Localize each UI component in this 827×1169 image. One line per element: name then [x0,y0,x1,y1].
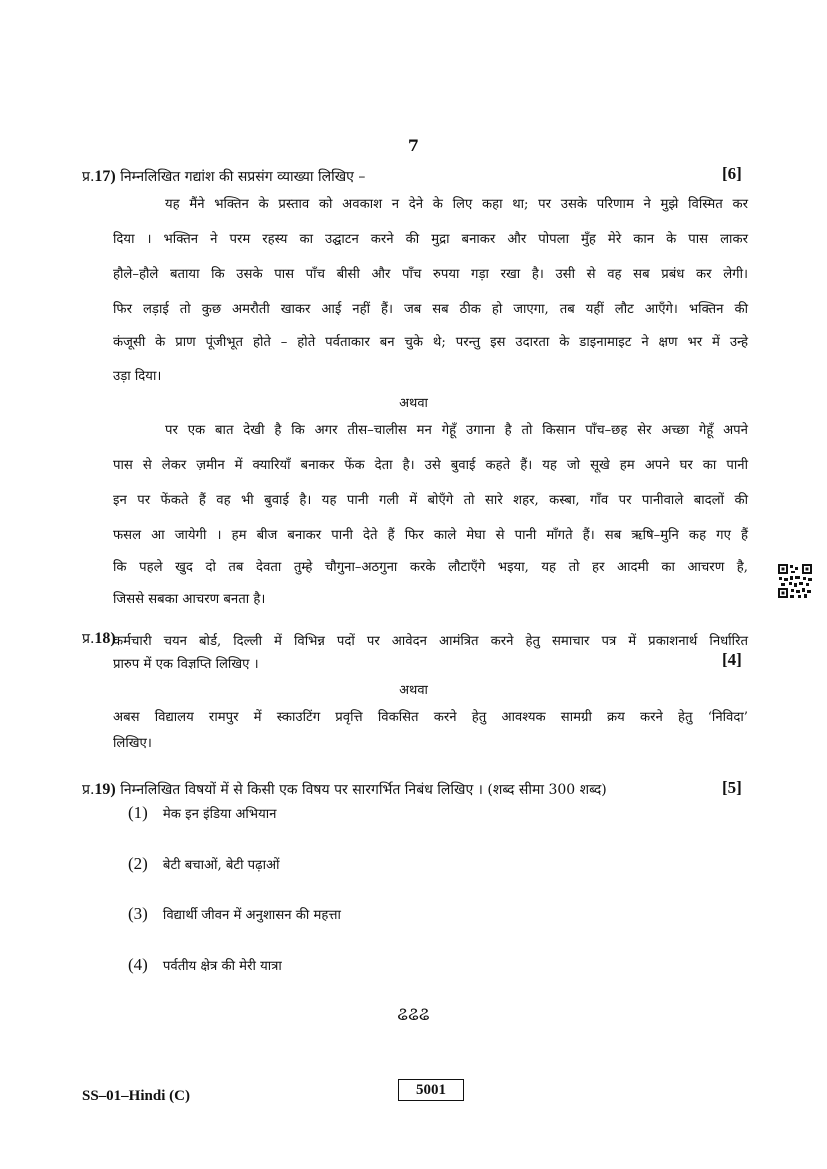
q17-or-label: अथवा [399,396,428,411]
q17-alt-passage-line: कि पहले खुद दो तब देवता तुम्हे चौगुना–अठगुना करके लौटाएँगे भइया, यह तो हर आदमी का आचरण है, [113,560,748,575]
q17-passage-line: उड़ा दिया। [113,369,162,384]
q17-alt-passage-line: पास से लेकर ज़मीन में क्यारियाँ बनाकर फेंक देता है। उसे बुवाई कहते हैं। यह जो सूखे हम अपने घर का पानी [113,458,748,473]
q18-marks: [4] [722,650,742,669]
q19-prefix: प्र. [82,782,95,798]
paper-code-box: 5001 [398,1079,464,1101]
q19-option-text: पर्वतीय क्षेत्र की मेरी यात्रा [162,959,282,974]
q18-prefix: प्र. [82,631,95,647]
q19-prompt: निम्नलिखित विषयों में से किसी एक विषय पर सारगर्भित निबंध लिखिए । (शब्द सीमा 300 शब्द) [120,782,607,798]
q17-header [82,167,365,186]
page-number: 7 [407,136,420,155]
q17-alt-passage-line: पर एक बात देखी है कि अगर तीस–चालीस मन गेहूँ उगाना है तो किसान पाँच–छह सेर अच्छा गेहूँ अपने [165,423,748,438]
q18-alt-line: लिखिए। [113,736,152,751]
q19-option-text: विद्यार्थी जीवन में अनुशासन की महत्ता [162,908,341,923]
q17-prompt: निम्नलिखित गद्यांश की सप्रसंग व्याख्या लिखिए – [120,169,366,185]
q17-passage-line: हौले–हौले बताया कि उसके पास पाँच बीसी और पाँच रुपया गड़ा रखा है। उसी से वह सब प्रबंध कर लेगी। [113,267,748,282]
q17-passage-line: फिर लड़ाई तो कुछ अमरौती खाकर आई नहीं हैं। जब सब ठीक हो जाएगा, तब यहीं लौट आएँगे। भक्तिन की [113,302,748,317]
q17-alt-passage-line: फसल आ जायेगी । हम बीज बनाकर पानी देते हैं फिर काले मेघा से पानी माँगते हैं। सब ऋषि–मुनि कह गए हैं [113,528,748,543]
q18-number: 18) [94,630,116,647]
q17-marks: [6] [722,164,742,183]
q19-header [82,780,607,799]
q17-passage-line: दिया । भक्तिन ने परम रहस्य का उद्घाटन करने की मुद्रा बनाकर और पोपला मुँह मेरे कान के पास लाकर [113,232,748,247]
q19-marks: [5] [722,778,742,797]
qr-code-icon [777,563,813,599]
q19-option-number: (1) [128,803,148,822]
end-ornament: ଌଌଌ [397,1004,430,1025]
q19-option [128,904,341,924]
q18-alt-line: अबस विद्यालय रामपुर में स्काउटिंग प्रवृत्ति विकसित करने हेतु आवश्यक सामग्री क्रय करने हेतु ‘निविदा’ [113,710,748,725]
q17-passage-line: कंजूसी के प्राण पूंजीभूत होते – होते पर्वताकार बन चुके थे; परन्तु इस उदारता के डाइनामाइट ने क्षण भर में उन्हे [113,335,748,350]
q19-option [128,854,279,874]
q19-option-text: मेक इन इंडिया अभियान [162,807,277,822]
q19-option [128,955,282,975]
q17-passage-line: यह मैंने भक्तिन के प्रस्ताव को अवकाश न देने के लिए कहा था; पर उसके परिणाम ने मुझे विस्मित कर [165,197,748,212]
q18-header [82,629,116,648]
q19-option-text: बेटी बचाओं, बेटी पढ़ाओं [162,858,280,873]
q19-option-number: (4) [128,955,148,974]
q18-line: प्रारुप में एक विज्ञप्ति लिखिए । [113,657,259,672]
q18-line: कर्मचारी चयन बोर्ड, दिल्ली में विभिन्न पदों पर आवेदन आमंत्रित करने हेतु समाचार पत्र में प्रकाशनार्थ निर्धारित [113,634,748,649]
q19-option [128,803,276,823]
q17-number: 17) [94,168,116,185]
q19-option-number: (2) [128,854,148,873]
q17-alt-passage-line: इन पर फेंकते हैं वह भी बुवाई है। यह पानी गली में बोएँगे तो सारे शहर, कस्बा, गाँव पर पानीवाले बादलों की [113,493,748,508]
q17-prefix: प्र. [82,169,95,185]
q19-option-number: (3) [128,904,148,923]
footer-code: SS–01–Hindi (C) [82,1088,190,1104]
q17-alt-passage-line: जिससे सबका आचरण बनता है। [113,592,266,607]
q19-number: 19) [94,781,116,798]
q18-or-label: अथवा [399,683,428,698]
